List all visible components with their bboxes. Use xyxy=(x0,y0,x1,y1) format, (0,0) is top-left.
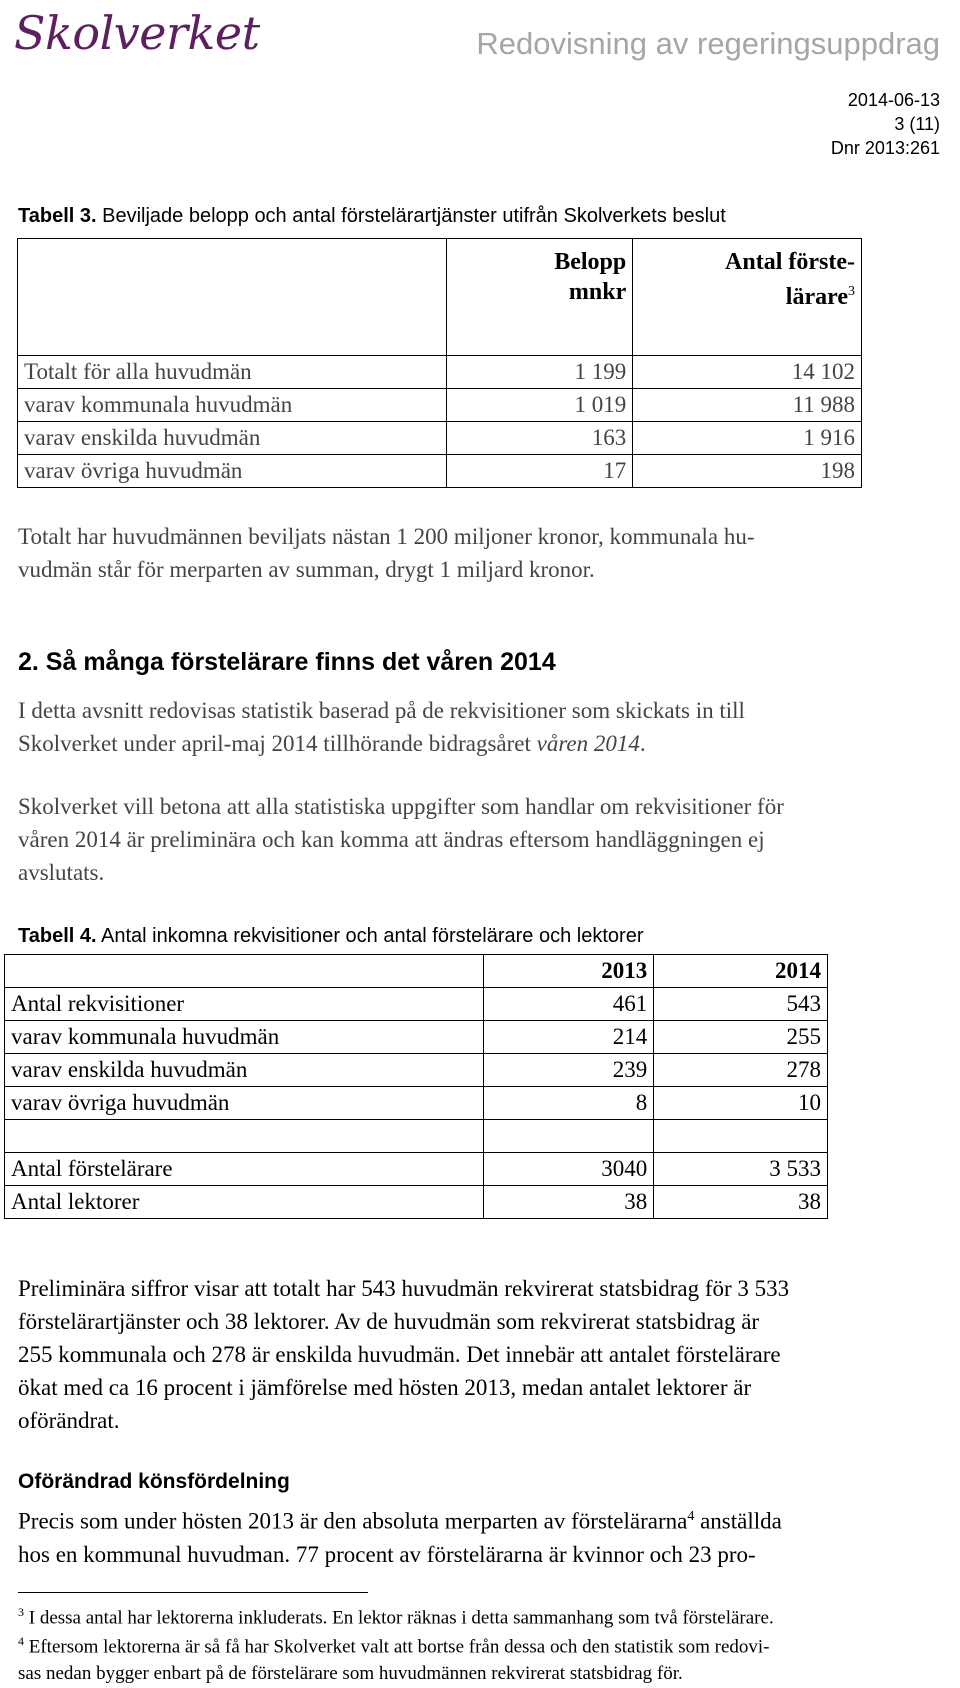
value-2013: 8 xyxy=(484,1087,654,1120)
paragraph-disclaimer xyxy=(18,790,958,889)
report-title: Redovisning av regeringsuppdrag xyxy=(476,26,940,61)
table3-caption-label: Tabell 3. xyxy=(18,205,97,227)
document-dnr: Dnr 2013:261 xyxy=(830,138,940,158)
table4-header-empty xyxy=(5,955,484,988)
text-line xyxy=(18,1500,958,1538)
table-row xyxy=(18,422,862,455)
antal-cell: 1 916 xyxy=(633,422,862,455)
row-label: Totalt för alla huvudmän xyxy=(18,356,447,389)
row-label: varav enskilda huvudmän xyxy=(5,1054,484,1087)
text-line: Skolverket vill betona att alla statistiska uppgifter som handlar om rekvisitioner för xyxy=(18,794,784,819)
text-line: hos en kommunal huvudman. 77 procent av förstelärarna är kvinnor och 23 pro- xyxy=(18,1541,756,1567)
footnote-4 xyxy=(18,1628,958,1687)
table3 xyxy=(17,238,862,488)
document-meta xyxy=(831,88,940,160)
value-2014 xyxy=(654,1120,828,1153)
row-label: varav övriga huvudmän xyxy=(5,1087,484,1120)
footnote-number: 4 xyxy=(18,1634,24,1648)
table4-header-2014: 2014 xyxy=(654,955,828,988)
value-2013: 38 xyxy=(484,1186,654,1219)
table3-caption xyxy=(18,205,726,228)
text-line: vudmän står för merparten av summan, drygt 1 miljard kronor. xyxy=(18,557,595,582)
section-heading: 2. Så många förstelärare finns det våren 2014 xyxy=(18,648,556,676)
value-2014: 543 xyxy=(654,988,828,1021)
text-span: anställda xyxy=(694,1508,782,1534)
table4-caption xyxy=(18,925,643,948)
row-label: Antal lektorer xyxy=(5,1186,484,1219)
table-row xyxy=(18,356,862,389)
row-label: Antal förstelärare xyxy=(5,1153,484,1186)
value-2014: 38 xyxy=(654,1186,828,1219)
text-span: Skolverket under april-maj 2014 tillhörande bidragsåret xyxy=(18,731,537,756)
row-label: varav kommunala huvudmän xyxy=(5,1021,484,1054)
text-line xyxy=(18,727,958,760)
footnote-ref-3: 3 xyxy=(848,284,855,299)
row-label: varav övriga huvudmän xyxy=(18,455,447,488)
text-span: Precis som under hösten 2013 är den absoluta merparten av förstelärarna xyxy=(18,1508,688,1534)
antal-cell: 198 xyxy=(633,455,862,488)
table3-header-antal-line2 xyxy=(639,277,855,312)
table3-header-antal-text: lärare xyxy=(785,284,848,310)
text-line: oförändrat. xyxy=(18,1408,120,1433)
value-2013: 461 xyxy=(484,988,654,1021)
value-2013: 3040 xyxy=(484,1153,654,1186)
table3-header-empty xyxy=(18,239,447,356)
table3-header-row xyxy=(18,239,862,356)
italic-text: våren 2014 xyxy=(536,731,640,756)
text-line: Preliminära siffror visar att totalt har 543 huvudmän rekvirerat statsbidrag för 3 533 xyxy=(18,1276,790,1301)
belopp-cell: 1 019 xyxy=(447,389,633,422)
value-2014: 3 533 xyxy=(654,1153,828,1186)
table-row xyxy=(5,1021,828,1054)
row-label: Antal rekvisitioner xyxy=(5,988,484,1021)
belopp-cell: 1 199 xyxy=(447,356,633,389)
row-label: varav kommunala huvudmän xyxy=(18,389,447,422)
subsection-heading: Oförändrad könsfördelning xyxy=(18,1470,290,1493)
paragraph-gender xyxy=(18,1500,958,1571)
table3-header-belopp xyxy=(447,239,633,356)
antal-cell: 11 988 xyxy=(633,389,862,422)
footnote-number: 3 xyxy=(18,1605,24,1619)
text-line: 255 kommunala och 278 är enskilda huvudmän. Det innebär att antalet förstelärare xyxy=(18,1342,781,1367)
footnote-ref-4: 4 xyxy=(687,1509,695,1524)
table-row xyxy=(18,389,862,422)
footnote-text: Eftersom lektorerna är så få har Skolverket valt att bortse från dessa och den statistik som redovi- xyxy=(24,1636,770,1658)
row-label xyxy=(5,1120,484,1153)
footnote-text: I dessa antal har lektorerna inkluderats. En lektor räknas i detta sammanhang som två förstelärare. xyxy=(24,1607,774,1629)
table-row xyxy=(5,1087,828,1120)
value-2014: 278 xyxy=(654,1054,828,1087)
table-row xyxy=(5,1153,828,1186)
antal-cell: 14 102 xyxy=(633,356,862,389)
table4 xyxy=(4,954,828,1219)
document-date: 2014-06-13 xyxy=(847,90,940,110)
belopp-cell: 17 xyxy=(447,455,633,488)
row-label: varav enskilda huvudmän xyxy=(18,422,447,455)
page-number: 3 (11) xyxy=(894,114,940,134)
value-2014: 10 xyxy=(654,1087,828,1120)
table4-caption-label: Tabell 4. xyxy=(18,925,97,947)
paragraph-summary xyxy=(18,520,958,586)
paragraph-preliminary xyxy=(18,1272,958,1437)
text-line: Totalt har huvudmännen beviljats nästan 1 200 miljoner kronor, kommunala hu- xyxy=(18,524,755,549)
value-2014: 255 xyxy=(654,1021,828,1054)
table-row xyxy=(5,988,828,1021)
table-row xyxy=(18,455,862,488)
value-2013: 239 xyxy=(484,1054,654,1087)
table-row xyxy=(5,1186,828,1219)
text-line: avslutats. xyxy=(18,860,105,885)
table3-header-belopp-line1: Belopp xyxy=(554,249,627,275)
skolverket-logo: Skolverket xyxy=(14,6,260,60)
table4-header-row xyxy=(5,955,828,988)
table3-caption-text: Beviljade belopp och antal förstelärartjänster utifrån Skolverkets beslut xyxy=(96,205,726,227)
text-line: våren 2014 är preliminära och kan komma att ändras eftersom handläggningen ej xyxy=(18,827,765,852)
paragraph-intro xyxy=(18,694,958,760)
text-line: förstelärartjänster och 38 lektorer. Av de huvudmän som rekvirerat statsbidrag är xyxy=(18,1309,760,1334)
value-2013 xyxy=(484,1120,654,1153)
text-span: . xyxy=(639,731,646,756)
text-line: ökat med ca 16 procent i jämförelse med hösten 2013, medan antalet lektorer är xyxy=(18,1375,752,1400)
footnote-line: sas nedan bygger enbart på de förstelärare som huvudmännen rekvirerat statsbidrag för. xyxy=(18,1663,683,1685)
value-2013: 214 xyxy=(484,1021,654,1054)
table3-header-antal-line1: Antal förste- xyxy=(725,249,855,275)
table3-header-belopp-line2: mnkr xyxy=(568,279,627,305)
table-row-empty xyxy=(5,1120,828,1153)
table-row xyxy=(5,1054,828,1087)
belopp-cell: 163 xyxy=(447,422,633,455)
table4-caption-text: Antal inkomna rekvisitioner och antal förstelärare och lektorer xyxy=(96,925,644,947)
footnote-divider xyxy=(18,1592,368,1593)
table3-header-antal xyxy=(633,239,862,356)
footnote-3 xyxy=(18,1599,958,1631)
table4-header-2013: 2013 xyxy=(484,955,654,988)
footnote-line xyxy=(18,1628,958,1660)
text-line: I detta avsnitt redovisas statistik baserad på de rekvisitioner som skickats in till xyxy=(18,698,745,723)
